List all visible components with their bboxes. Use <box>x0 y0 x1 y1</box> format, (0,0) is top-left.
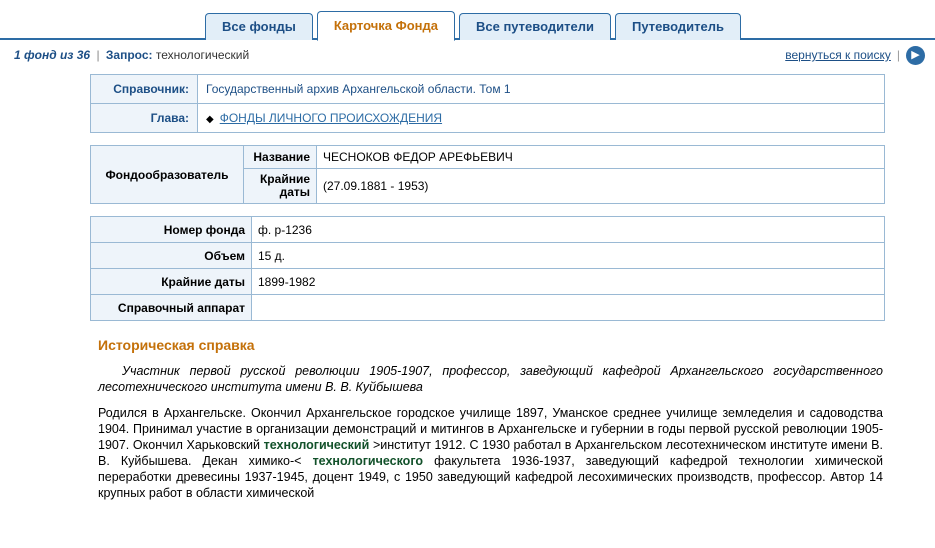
historical-body-part-3: факультета 1936-1937, заведующий кафедрой технологии химической переработки древесины 1937-1945, доцент 1949, с 1950 заведующий кафедрой лесохимических производств, профессор. Автор 14 крупных работ в области химической <box>98 454 883 500</box>
query-label: Запрос: <box>105 48 153 62</box>
diamond-bullet-icon: ◆ <box>206 114 214 125</box>
property-label-extreme-dates: Крайние даты <box>91 269 252 295</box>
property-label-fund-number: Номер фонда <box>91 217 252 243</box>
tab-bar <box>0 0 935 40</box>
creator-table <box>90 145 885 204</box>
property-value-extreme-dates: 1899-1982 <box>252 269 885 295</box>
fund-properties-table <box>90 216 885 321</box>
query-separator: | <box>96 48 100 62</box>
query-summary <box>14 48 249 62</box>
creator-row-label: Фондообразователь <box>91 146 244 204</box>
back-to-search-link[interactable]: вернуться к поиску <box>785 48 891 62</box>
property-label-reference-apparatus: Справочный аппарат <box>91 295 252 321</box>
search-highlight-2: технологического <box>312 454 423 468</box>
search-highlight-1: технологический <box>263 438 370 452</box>
table-row <box>91 75 885 104</box>
table-row <box>91 243 885 269</box>
creator-dates-label-line2: даты <box>279 185 310 199</box>
actions-divider: | <box>896 48 900 62</box>
historical-body-part-1: Родился в Архангельске. Окончил Архангельское городское училище 1897, Уманское среднее училище земледелия и садоводства 1904. Принимал участие в организации демонстраций и митингов в Архангельске и губернии в годы первой русской революции 1905-1907. Окончил Харьковский <box>98 406 883 452</box>
creator-name-label: Название <box>244 146 317 169</box>
property-value-volume: 15 д. <box>252 243 885 269</box>
table-row <box>91 217 885 243</box>
table-row <box>91 269 885 295</box>
table-row <box>91 146 885 169</box>
historical-note-title: Историческая справка <box>98 337 255 353</box>
chapter-link[interactable]: ФОНДЫ ЛИЧНОГО ПРОИСХОЖДЕНИЯ <box>219 111 443 125</box>
creator-name-value: ЧЕСНОКОВ ФЕДОР АРЕФЬЕВИЧ <box>317 146 885 169</box>
tab-guide[interactable]: Путеводитель <box>615 13 741 40</box>
query-actions <box>785 46 925 65</box>
chapter-label: Глава: <box>91 104 198 133</box>
result-count: 1 фонд из 36 <box>14 48 91 62</box>
creator-dates-label <box>244 169 317 204</box>
property-value-fund-number: ф. р-1236 <box>252 217 885 243</box>
tab-fund-card[interactable]: Карточка Фонда <box>317 11 455 41</box>
creator-dates-value: (27.09.1881 - 1953) <box>317 169 885 204</box>
chapter-value-cell <box>198 104 885 133</box>
tab-all-funds[interactable]: Все фонды <box>205 13 313 40</box>
historical-note-summary: Участник первой русской революции 1905-1907, профессор, заведующий кафедрой Архангельского государственного лесотехнического института имени В. В. Куйбышева <box>98 364 883 394</box>
tab-all-guides[interactable]: Все путеводители <box>459 13 611 40</box>
table-row <box>91 295 885 321</box>
reference-table <box>90 74 885 133</box>
fund-card-content <box>0 66 935 501</box>
query-bar <box>0 40 935 66</box>
creator-dates-label-line1: Крайние <box>259 172 310 186</box>
property-value-reference-apparatus <box>252 295 885 321</box>
guide-value: Государственный архив Архангельской области. Том 1 <box>198 75 885 104</box>
property-label-volume: Объем <box>91 243 252 269</box>
historical-note-body <box>98 405 883 501</box>
next-arrow-icon[interactable]: ▶ <box>906 46 925 65</box>
table-row <box>91 104 885 133</box>
query-term: технологический <box>155 48 250 62</box>
historical-body-part-2: >институт 1912. С 1930 работал в Архангельском лесотехническом институте имени В. В. Куйбышева. Декан химико-< <box>98 438 883 468</box>
guide-label: Справочник: <box>91 75 198 104</box>
